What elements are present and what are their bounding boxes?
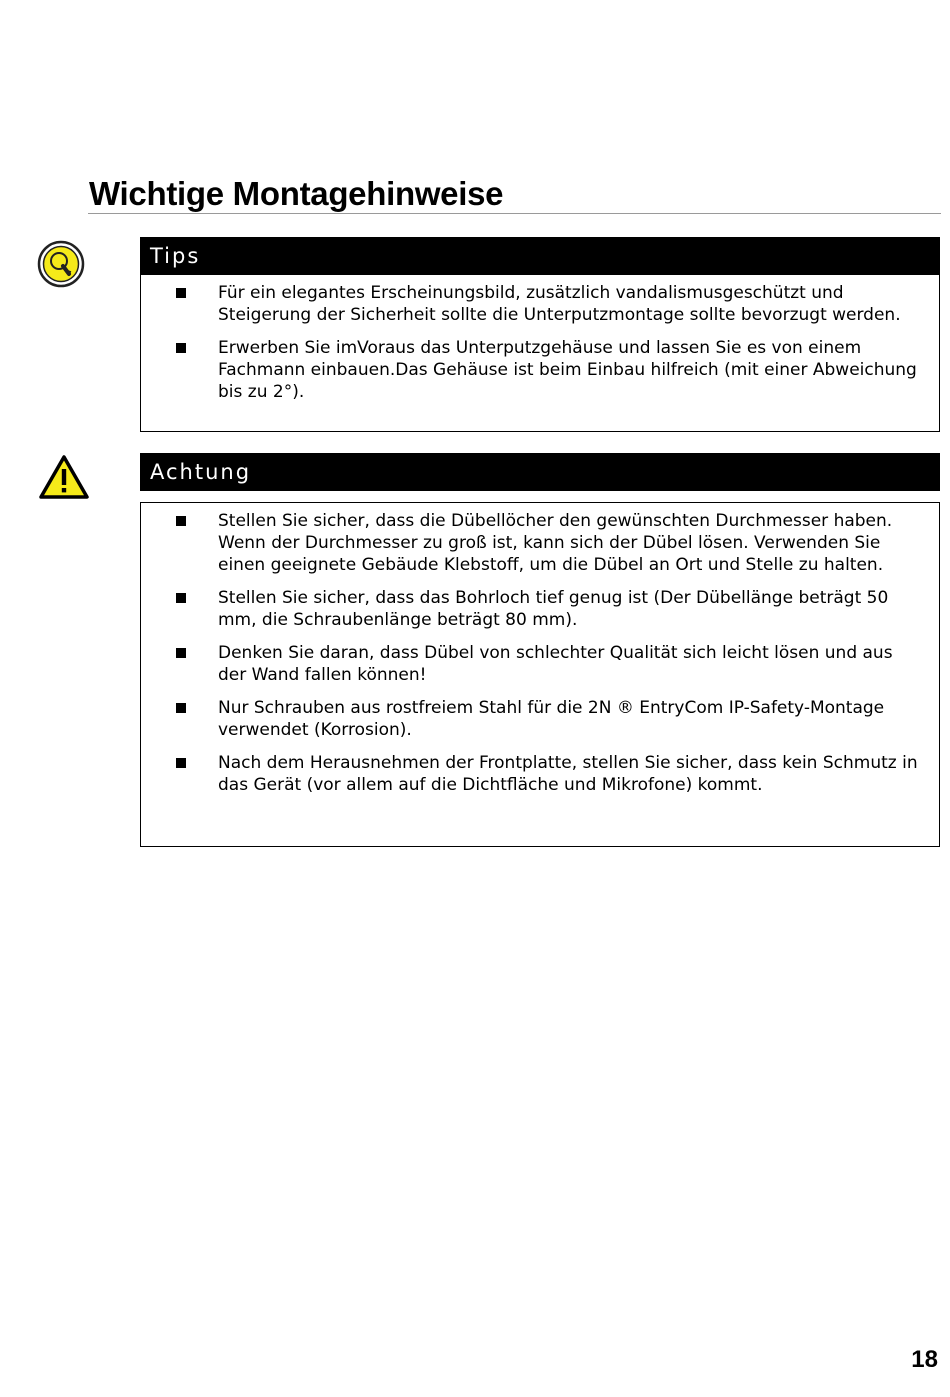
list-item bbox=[141, 752, 939, 796]
list-item bbox=[141, 510, 939, 576]
list-item-text: Nur Schrauben aus rostfreiem Stahl für die 2N ® EntryCom IP-Safety-Montage verwendet (Korrosion). bbox=[218, 698, 885, 740]
bullet-icon bbox=[176, 288, 186, 298]
warning-header: Achtung bbox=[140, 453, 940, 491]
list-item-text: Denken Sie daran, dass Dübel von schlechter Qualität sich leicht lösen und aus der Wand fallen können! bbox=[218, 643, 893, 685]
warning-box bbox=[140, 502, 940, 847]
tips-box bbox=[140, 274, 940, 432]
list-item bbox=[141, 642, 939, 686]
bullet-icon bbox=[176, 593, 186, 603]
bullet-icon bbox=[176, 648, 186, 658]
list-item bbox=[141, 282, 939, 326]
bullet-icon bbox=[176, 343, 186, 353]
list-item-text: Stellen Sie sicher, dass die Dübellöcher den gewünschten Durchmesser haben. Wenn der Durchmesser zu groß ist, kann sich der Dübel lösen. Verwenden Sie einen geeignete Gebäude Klebstoff, um die Dübel an Ort und Stelle zu halten. bbox=[218, 511, 893, 575]
lightbulb-icon bbox=[36, 239, 86, 289]
bullet-icon bbox=[176, 703, 186, 713]
list-item bbox=[141, 697, 939, 741]
title-divider bbox=[88, 213, 941, 214]
bullet-icon bbox=[176, 758, 186, 768]
list-item bbox=[141, 337, 939, 403]
bullet-icon bbox=[176, 516, 186, 526]
page-title: Wichtige Montagehinweise bbox=[89, 175, 504, 212]
list-item-text: Nach dem Herausnehmen der Frontplatte, stellen Sie sicher, dass kein Schmutz in das Gerät (vor allem auf die Dichtfläche und Mikrofone) kommt. bbox=[218, 753, 918, 795]
list-item-text: Für ein elegantes Erscheinungsbild, zusätzlich vandalismusgeschützt und Steigerung der Sicherheit sollte die Unterputzmontage sollte bevorzugt werden. bbox=[218, 283, 901, 325]
tips-list bbox=[141, 274, 939, 403]
page-number: 18 bbox=[911, 1346, 938, 1373]
list-item bbox=[141, 587, 939, 631]
tips-header: Tips bbox=[140, 237, 940, 275]
list-item-text: Stellen Sie sicher, dass das Bohrloch tief genug ist (Der Dübellänge beträgt 50 mm, die Schraubenlänge beträgt 80 mm). bbox=[218, 588, 889, 630]
list-item-text: Erwerben Sie imVoraus das Unterputzgehäuse und lassen Sie es von einem Fachmann einbauen.Das Gehäuse ist beim Einbau hilfreich (mit einer Abweichung bis zu 2°). bbox=[218, 338, 917, 402]
warning-icon bbox=[38, 454, 90, 500]
warning-list bbox=[141, 503, 939, 796]
